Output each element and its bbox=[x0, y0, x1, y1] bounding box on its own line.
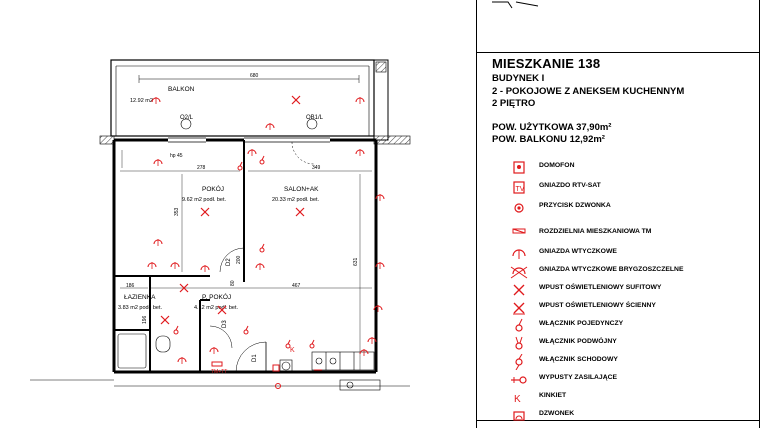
svg-text:K: K bbox=[290, 347, 295, 354]
dim-balcony-width: 680 bbox=[250, 73, 259, 79]
door-swing-d1 bbox=[236, 342, 266, 372]
legend-item bbox=[476, 160, 760, 176]
legend-item bbox=[476, 390, 760, 406]
balcony-area: POW. BALKONU 12,92m² bbox=[492, 134, 605, 145]
wall-stub-left bbox=[100, 136, 114, 144]
socket-icon bbox=[356, 97, 364, 104]
apartment-title: MIESZKANIE 138 bbox=[492, 56, 601, 71]
single-switch-icon bbox=[504, 318, 534, 334]
window-tag-ob1: OB1/L bbox=[306, 115, 324, 121]
bell-icon bbox=[504, 408, 534, 424]
balcony-door-swing bbox=[292, 142, 314, 164]
room-label-salon: SALON+AK bbox=[284, 186, 319, 193]
dim-bath-depth: 196 bbox=[142, 315, 148, 324]
single-switch-icon bbox=[174, 326, 178, 334]
socket-icon bbox=[148, 262, 156, 269]
legend-label: KINKIET bbox=[539, 392, 567, 399]
double-switch-icon bbox=[504, 336, 534, 352]
socket-icon bbox=[154, 239, 162, 246]
legend bbox=[476, 160, 760, 428]
dim-pokoj-depth: 353 bbox=[174, 207, 180, 216]
single-switch-icon bbox=[260, 244, 264, 252]
stair-switch-icon bbox=[504, 354, 534, 370]
tm-label: TM+TT bbox=[211, 369, 228, 375]
door-tag-d1: D1 bbox=[252, 354, 258, 362]
ceiling-light-icon bbox=[161, 316, 169, 324]
legend-item bbox=[476, 282, 760, 298]
legend-item bbox=[476, 180, 760, 196]
floor-label: 2 PIĘTRO bbox=[492, 98, 536, 109]
ceiling-light-icon bbox=[296, 208, 304, 216]
wall-stub-right bbox=[374, 136, 410, 144]
dim-bath-width: 186 bbox=[126, 283, 135, 289]
socket-icon bbox=[266, 123, 274, 130]
wall-light-icon bbox=[504, 300, 534, 316]
room-label-lazienka: ŁAZIENKA bbox=[124, 294, 156, 301]
svg-text:TV: TV bbox=[515, 186, 525, 193]
single-switch-icon bbox=[238, 162, 242, 170]
socket-icon bbox=[356, 149, 364, 156]
ceiling-light-icon bbox=[504, 282, 534, 298]
legend-item bbox=[476, 300, 760, 316]
room-area-pokoj: 9.62 m2 podł. bet. bbox=[182, 197, 227, 203]
interior-walls bbox=[114, 140, 244, 372]
socket-icon bbox=[154, 159, 162, 166]
dim-salon-width: 349 bbox=[312, 165, 321, 171]
logo-fragment bbox=[488, 0, 548, 10]
legend-item bbox=[476, 200, 760, 216]
legend-label: GNIAZDA WTYCZKOWE bbox=[539, 248, 617, 255]
ceiling-light-icon bbox=[201, 208, 209, 216]
ceiling-light-icon bbox=[292, 96, 300, 104]
legend-label: WŁĄCZNIK POJEDYNCZY bbox=[539, 320, 624, 327]
legend-item bbox=[476, 246, 760, 262]
socket-icon bbox=[178, 357, 186, 364]
socket-icon bbox=[360, 349, 368, 356]
windows bbox=[168, 138, 330, 142]
distribution-box-icon bbox=[212, 362, 222, 366]
kinkiet-icon bbox=[504, 390, 534, 406]
dim-d2-h: 200 bbox=[236, 255, 242, 264]
usable-area: POW. UŻYTKOWA 37,90m² bbox=[492, 122, 612, 133]
tv-socket-icon bbox=[504, 180, 534, 196]
doorbell-button-icon bbox=[504, 200, 534, 216]
door-swing-d3 bbox=[210, 326, 232, 348]
room-area-salon: 20.33 m2 podł. bet. bbox=[272, 197, 320, 203]
legend-item bbox=[476, 336, 760, 352]
room-area-ppokoj: 4.12 m2 podł. bet. bbox=[194, 305, 239, 311]
legend-item bbox=[476, 226, 760, 242]
room-area-balkon: 12.92 m2 bbox=[130, 98, 153, 104]
dim-pokoj-width: 278 bbox=[197, 165, 206, 171]
socket-icon bbox=[504, 246, 534, 262]
legend-label: WPUST OŚWIETLENIOWY SUFITOWY bbox=[539, 284, 662, 291]
single-switch-icon bbox=[244, 326, 248, 334]
legend-item bbox=[476, 354, 760, 370]
legend-label: ROZDZIELNIA MIESZKANIOWA TM bbox=[539, 228, 652, 235]
socket-icon bbox=[201, 265, 209, 272]
socket-icon bbox=[248, 149, 256, 156]
socket-icon bbox=[256, 263, 264, 270]
legend-label: WŁĄCZNIK PODWÓJNY bbox=[539, 338, 617, 345]
room-label-pokoj: POKÓJ bbox=[202, 186, 225, 193]
apartment-type: 2 - POKOJOWE Z ANEKSEM KUCHENNYM bbox=[492, 86, 685, 97]
dim-d2: 80 bbox=[230, 280, 236, 286]
legend-item bbox=[476, 408, 760, 424]
legend-label: WŁĄCZNIK SCHODOWY bbox=[539, 356, 618, 363]
legend-label: DOMOFON bbox=[539, 162, 575, 169]
distribution-box-icon bbox=[504, 226, 534, 242]
legend-item bbox=[476, 318, 760, 334]
svg-text:K: K bbox=[514, 394, 521, 405]
dim-salon-depth: 631 bbox=[353, 257, 359, 266]
dim-lines bbox=[120, 150, 372, 370]
legend-label: WPUST OŚWIETLENIOWY ŚCIENNY bbox=[539, 302, 656, 309]
panel-top-line bbox=[476, 52, 760, 53]
dim-hall-width: 467 bbox=[292, 283, 301, 289]
intercom-icon bbox=[273, 365, 279, 371]
room-label-balkon: BALKON bbox=[168, 86, 195, 93]
room-label-ppokoj: P. POKÓJ bbox=[202, 294, 232, 301]
splashproof-socket-icon bbox=[504, 264, 534, 280]
legend-item bbox=[476, 264, 760, 280]
single-switch-icon bbox=[260, 156, 264, 164]
legend-label: PRZYCISK DZWONKA bbox=[539, 202, 611, 209]
power-outlet-icon bbox=[504, 372, 534, 388]
door-tag-d2: D2 bbox=[226, 258, 232, 266]
legend-label: WYPUSTY ZASILAJĄCE bbox=[539, 374, 618, 381]
socket-icon bbox=[210, 347, 218, 354]
legend-item bbox=[476, 372, 760, 388]
door-tag-d3: D3 bbox=[222, 320, 228, 328]
kinkiet-icon bbox=[290, 347, 295, 354]
socket-icon bbox=[171, 262, 179, 269]
legend-label: GNIAZDO RTV-SAT bbox=[539, 182, 601, 189]
dim-hp: hp 45 bbox=[170, 153, 183, 159]
single-switch-icon bbox=[310, 340, 314, 348]
building-label: BUDYNEK I bbox=[492, 73, 545, 84]
column-hatch bbox=[376, 62, 386, 72]
room-area-lazienka: 3.83 m2 podł. bet. bbox=[118, 305, 163, 311]
socket-icon bbox=[152, 97, 160, 104]
legend-label: GNIAZDA WTYCZKOWE BRYGZOSZCZELNE bbox=[539, 266, 684, 273]
intercom-icon bbox=[504, 160, 534, 176]
legend-label: DZWONEK bbox=[539, 410, 575, 417]
window-tag-o2: O2/L bbox=[180, 115, 194, 121]
